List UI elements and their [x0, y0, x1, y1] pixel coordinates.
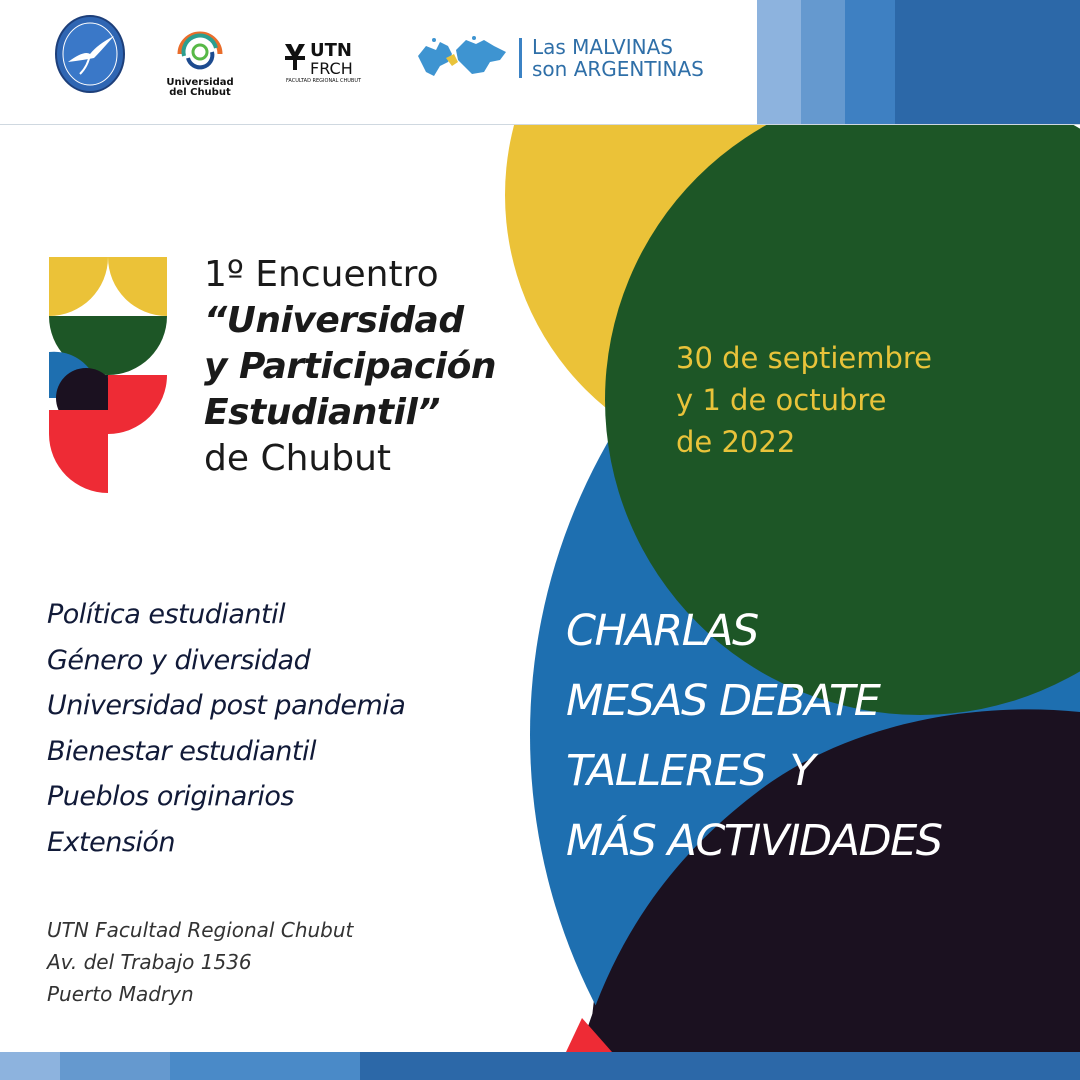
footer-bar	[0, 1052, 1080, 1080]
topic-item: Pueblos originarios	[47, 781, 294, 812]
activity-item: MÁS ACTIVIDADES	[566, 816, 942, 866]
footer-stripe	[60, 1052, 170, 1080]
activity-item: MESAS DEBATE	[566, 676, 880, 726]
title-line3: y Participación	[204, 346, 496, 387]
title-line2: “Universidad	[204, 300, 464, 341]
topic-item: Bienestar estudiantil	[47, 735, 317, 767]
footer-stripe	[170, 1052, 360, 1080]
header-stripe	[801, 0, 845, 124]
malvinas-line2: son ARGENTINAS	[532, 57, 704, 81]
topic-item: Política estudiantil	[47, 599, 286, 630]
activity-item: TALLERES Y	[566, 746, 815, 796]
udc-name-line2: del Chubut	[169, 87, 231, 98]
event-title	[204, 252, 496, 482]
malvinas-divider	[519, 38, 522, 78]
event-dates	[676, 337, 932, 463]
date-line2: y 1 de octubre	[676, 383, 887, 417]
udc-name-line1: Universidad	[166, 77, 234, 88]
header-stripe	[895, 0, 1080, 124]
activities-list	[566, 596, 942, 876]
utn-emblem-icon	[283, 42, 307, 72]
background-graphic	[0, 125, 1080, 1052]
malvinas-line1: Las MALVINAS	[532, 35, 673, 59]
topic-item: Universidad post pandemia	[47, 690, 406, 721]
title-line1: 1º Encuentro	[204, 254, 439, 295]
udc-name	[162, 78, 238, 98]
event-logo	[49, 257, 167, 493]
venue-line1: UTN Facultad Regional Chubut	[47, 918, 354, 942]
header-stripe	[845, 0, 895, 124]
title-line4: Estudiantil”	[204, 392, 440, 433]
malvinas-islands-map-icon	[414, 32, 510, 82]
footer-stripe	[0, 1052, 60, 1080]
malvinas-slogan	[532, 36, 704, 80]
activity-item: CHARLAS	[566, 606, 758, 656]
topics-list	[47, 592, 405, 865]
footer-stripe	[360, 1052, 1080, 1080]
venue-line3: Puerto Madryn	[47, 982, 194, 1006]
utn-line2: FRCH	[310, 59, 353, 78]
header-stripe	[757, 0, 801, 124]
venue-address	[47, 914, 353, 1010]
topic-item: Género y diversidad	[47, 644, 311, 676]
utn-line1: UTN	[310, 40, 352, 61]
date-line1: 30 de septiembre	[676, 341, 933, 375]
utn-caption: FACULTAD REGIONAL CHUBUT	[286, 78, 362, 84]
albatross-seal-icon	[54, 14, 126, 94]
date-line3: de 2022	[676, 425, 796, 459]
utn-logo-text	[310, 42, 353, 78]
udc-ring-icon	[172, 22, 228, 76]
title-line5: de Chubut	[204, 438, 391, 479]
header-bar	[0, 0, 1080, 125]
venue-line2: Av. del Trabajo 1536	[47, 950, 252, 974]
topic-item: Extensión	[47, 826, 176, 858]
